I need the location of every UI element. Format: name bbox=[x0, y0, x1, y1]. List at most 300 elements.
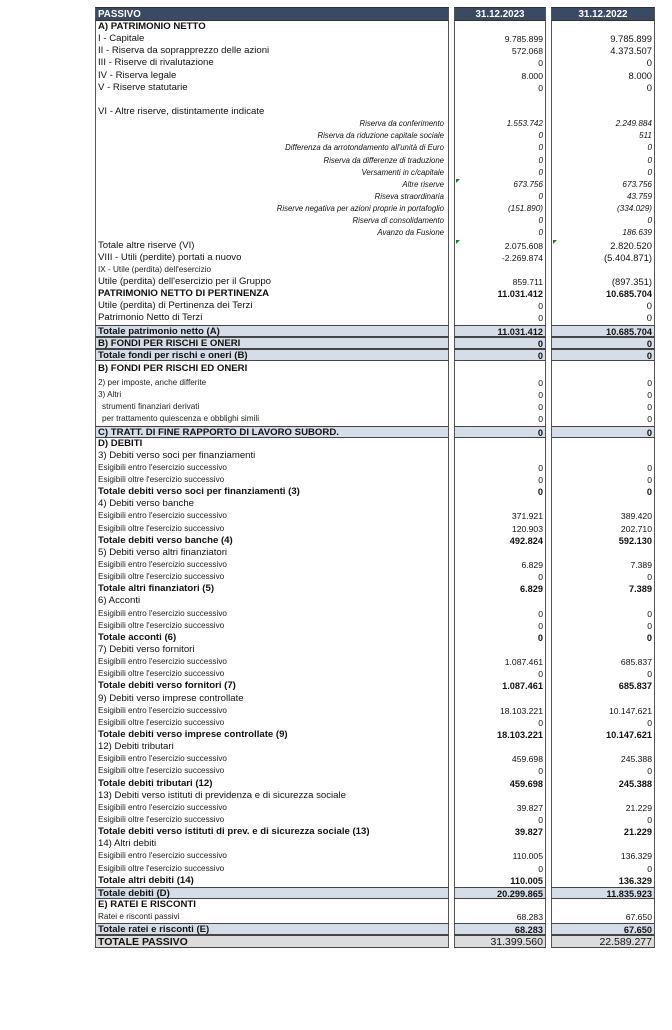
table-row bbox=[95, 191, 655, 203]
value-2023: 11.031.412 bbox=[454, 325, 546, 337]
value-2023: 673.756 bbox=[454, 179, 546, 191]
row-label: Totale altri finanziatori (5) bbox=[95, 583, 449, 595]
row-label: Esigibili entro l'esercizio successivo bbox=[95, 510, 449, 522]
table-row bbox=[95, 450, 655, 462]
row-label: Utile (perdita) dell'esercizio per il Gruppo bbox=[95, 276, 449, 288]
table-row bbox=[95, 167, 655, 179]
row-label: Altre riserve bbox=[95, 179, 449, 191]
row-label: 12) Debiti tributari bbox=[95, 741, 449, 753]
value-2022: 592.130 bbox=[551, 535, 655, 547]
value-2022: 67.650 bbox=[551, 923, 655, 935]
row-label: Esigibili oltre l'esercizio successivo bbox=[95, 474, 449, 486]
value-2023: 0 bbox=[454, 377, 546, 389]
table-row bbox=[95, 498, 655, 510]
value-2023: 0 bbox=[454, 401, 546, 413]
table-row bbox=[95, 644, 655, 656]
row-label: Esigibili entro l'esercizio successivo bbox=[95, 850, 449, 862]
row-label: 9) Debiti verso imprese controllate bbox=[95, 693, 449, 705]
value-2023: 0 bbox=[454, 668, 546, 680]
value-2023: (151.890) bbox=[454, 203, 546, 215]
value-2022: 0 bbox=[551, 155, 655, 167]
row-label: Esigibili oltre l'esercizio successivo bbox=[95, 523, 449, 535]
value-2022 bbox=[551, 21, 655, 33]
table-row bbox=[95, 70, 655, 82]
value-2023 bbox=[454, 361, 546, 377]
row-label: Esigibili entro l'esercizio successivo bbox=[95, 705, 449, 717]
row-label: Totale patrimonio netto (A) bbox=[95, 325, 449, 337]
table-row bbox=[95, 571, 655, 583]
row-label: Riserva da riduzione capitale sociale bbox=[95, 130, 449, 142]
row-label: 14) Altri debiti bbox=[95, 838, 449, 850]
value-2023: 1.087.461 bbox=[454, 656, 546, 668]
value-2022: 0 bbox=[551, 349, 655, 361]
value-2022: 0 bbox=[551, 142, 655, 154]
value-2022: 245.388 bbox=[551, 778, 655, 790]
balance-sheet-passivo bbox=[95, 7, 655, 948]
row-label: IX - Utile (perdita) dell'esercizio bbox=[95, 264, 449, 276]
value-2023 bbox=[454, 693, 546, 705]
table-row bbox=[95, 668, 655, 680]
value-2023 bbox=[454, 644, 546, 656]
header-col-2023: 31.12.2023 bbox=[454, 7, 546, 21]
value-2022: 10.147.621 bbox=[551, 705, 655, 717]
value-2023: 0 bbox=[454, 620, 546, 632]
table-row bbox=[95, 850, 655, 862]
row-label: A) PATRIMONIO NETTO bbox=[95, 21, 449, 33]
value-2022: 0 bbox=[551, 389, 655, 401]
value-2022: 10.147.621 bbox=[551, 729, 655, 741]
value-2022: 0 bbox=[551, 765, 655, 777]
value-2022: 0 bbox=[551, 377, 655, 389]
row-label: 3) Debiti verso soci per finanziamenti bbox=[95, 450, 449, 462]
value-2023: 492.824 bbox=[454, 535, 546, 547]
total-row bbox=[95, 349, 655, 361]
value-2022: 0 bbox=[551, 167, 655, 179]
table-row bbox=[95, 595, 655, 607]
table-row bbox=[95, 130, 655, 142]
table-row bbox=[95, 680, 655, 692]
table-row bbox=[95, 559, 655, 571]
value-2022: (5.404.871) bbox=[551, 252, 655, 264]
value-2022: 21.229 bbox=[551, 826, 655, 838]
table-row bbox=[95, 252, 655, 264]
table-row bbox=[95, 535, 655, 547]
value-2023 bbox=[454, 264, 546, 276]
row-label: B) FONDI PER RISCHI ED ONERI bbox=[95, 361, 449, 377]
value-2023: 0 bbox=[454, 142, 546, 154]
value-2023: 18.103.221 bbox=[454, 729, 546, 741]
section-row bbox=[95, 899, 655, 911]
row-label: 7) Debiti verso fornitori bbox=[95, 644, 449, 656]
row-label: strumenti finanziari derivati bbox=[95, 401, 449, 413]
value-2023: 0 bbox=[454, 312, 546, 324]
value-2022: 685.837 bbox=[551, 680, 655, 692]
table-row bbox=[95, 729, 655, 741]
header-row bbox=[95, 7, 655, 21]
value-2023: 0 bbox=[454, 608, 546, 620]
table-row bbox=[95, 717, 655, 729]
row-label: Esigibili entro l'esercizio successivo bbox=[95, 802, 449, 814]
value-2023: 0 bbox=[454, 57, 546, 69]
value-2022: 0 bbox=[551, 413, 655, 425]
value-2023: 2.075.608 bbox=[454, 240, 546, 252]
value-2022: 136.329 bbox=[551, 850, 655, 862]
value-2023: 68.283 bbox=[454, 911, 546, 923]
table-row bbox=[95, 45, 655, 57]
value-2022: 0 bbox=[551, 863, 655, 875]
value-2023 bbox=[454, 741, 546, 753]
value-2023: 11.031.412 bbox=[454, 288, 546, 300]
table-row bbox=[95, 608, 655, 620]
value-2022: 0 bbox=[551, 474, 655, 486]
value-2022 bbox=[551, 644, 655, 656]
row-label: B) FONDI PER RISCHI E ONERI bbox=[95, 337, 449, 349]
row-label bbox=[95, 94, 449, 106]
value-2023: 0 bbox=[454, 571, 546, 583]
value-2022: (334.029) bbox=[551, 203, 655, 215]
value-2023: 0 bbox=[454, 632, 546, 644]
row-label: Riseva straordinaria bbox=[95, 191, 449, 203]
row-label: D) DEBITI bbox=[95, 438, 449, 450]
row-label: Ratei e risconti passivi bbox=[95, 911, 449, 923]
row-label: VI - Altre riserve, distintamente indicate bbox=[95, 106, 449, 118]
row-label: Totale altre riserve (VI) bbox=[95, 240, 449, 252]
value-2023: 859.711 bbox=[454, 276, 546, 288]
value-2022: 7.389 bbox=[551, 559, 655, 571]
table-row bbox=[95, 57, 655, 69]
value-2023: 0 bbox=[454, 167, 546, 179]
row-label: Patrimonio Netto di Terzi bbox=[95, 312, 449, 324]
row-label: 3) Altri bbox=[95, 389, 449, 401]
value-2022: 0 bbox=[551, 571, 655, 583]
table-row bbox=[95, 203, 655, 215]
table-row bbox=[95, 240, 655, 252]
value-2022: 685.837 bbox=[551, 656, 655, 668]
row-label: Totale debiti verso istituti di prev. e di sicurezza sociale (13) bbox=[95, 826, 449, 838]
row-label: Versamenti in c/capitale bbox=[95, 167, 449, 179]
value-2023 bbox=[454, 438, 546, 450]
value-2023 bbox=[454, 450, 546, 462]
value-2023 bbox=[454, 838, 546, 850]
row-label: Totale debiti verso imprese controllate (9) bbox=[95, 729, 449, 741]
row-label: V - Riserve statutarie bbox=[95, 82, 449, 94]
value-2023: 0 bbox=[454, 426, 546, 438]
value-2022 bbox=[551, 838, 655, 850]
value-2023 bbox=[454, 106, 546, 118]
table-row bbox=[95, 179, 655, 191]
row-label: Totale debiti verso banche (4) bbox=[95, 535, 449, 547]
value-2022: 0 bbox=[551, 300, 655, 312]
row-label: Riserve negativa per azioni proprie in portafoglio bbox=[95, 203, 449, 215]
value-2023: 0 bbox=[454, 765, 546, 777]
table-row bbox=[95, 82, 655, 94]
value-2023: 0 bbox=[454, 349, 546, 361]
value-2023: 371.921 bbox=[454, 510, 546, 522]
value-2022: 0 bbox=[551, 632, 655, 644]
value-2023: 459.698 bbox=[454, 753, 546, 765]
value-2023: 0 bbox=[454, 474, 546, 486]
row-label: Esigibili oltre l'esercizio successivo bbox=[95, 863, 449, 875]
table-row bbox=[95, 802, 655, 814]
value-2022 bbox=[551, 361, 655, 377]
value-2022: 0 bbox=[551, 57, 655, 69]
row-label: Differenza da arrotondamento all'unità di Euro bbox=[95, 142, 449, 154]
header-col-2022: 31.12.2022 bbox=[551, 7, 655, 21]
table-row bbox=[95, 413, 655, 425]
row-label: 6) Acconti bbox=[95, 595, 449, 607]
value-2023: 18.103.221 bbox=[454, 705, 546, 717]
value-2022: 0 bbox=[551, 312, 655, 324]
row-label: Totale debiti (D) bbox=[95, 887, 449, 899]
value-2022: 11.835.923 bbox=[551, 887, 655, 899]
value-2022: 0 bbox=[551, 82, 655, 94]
value-2023: 120.903 bbox=[454, 523, 546, 535]
value-2023: 0 bbox=[454, 413, 546, 425]
table-row bbox=[95, 790, 655, 802]
value-2023: 8.000 bbox=[454, 70, 546, 82]
value-2022: 389.420 bbox=[551, 510, 655, 522]
value-2022 bbox=[551, 899, 655, 911]
row-label: TOTALE PASSIVO bbox=[95, 935, 449, 947]
row-label: Esigibili entro l'esercizio successivo bbox=[95, 656, 449, 668]
value-2022: 511 bbox=[551, 130, 655, 142]
table-row bbox=[95, 632, 655, 644]
value-2022: 10.685.704 bbox=[551, 288, 655, 300]
table-row bbox=[95, 510, 655, 522]
table-row bbox=[95, 106, 655, 118]
table-row bbox=[95, 312, 655, 324]
value-2022: 0 bbox=[551, 620, 655, 632]
row-label: 4) Debiti verso banche bbox=[95, 498, 449, 510]
row-label: VIII - Utili (perdite) portati a nuovo bbox=[95, 252, 449, 264]
row-label: Totale debiti verso fornitori (7) bbox=[95, 680, 449, 692]
value-2022: 21.229 bbox=[551, 802, 655, 814]
value-2022: 0 bbox=[551, 401, 655, 413]
value-2022: 186.639 bbox=[551, 227, 655, 239]
value-2022: 673.756 bbox=[551, 179, 655, 191]
row-label: Riserva da differenze di traduzione bbox=[95, 155, 449, 167]
value-2023: 0 bbox=[454, 191, 546, 203]
value-2023 bbox=[454, 547, 546, 559]
value-2023: 110.005 bbox=[454, 850, 546, 862]
row-label: II - Riserva da soprapprezzo delle azioni bbox=[95, 45, 449, 57]
table-row bbox=[95, 765, 655, 777]
value-2022 bbox=[551, 450, 655, 462]
value-2023: 0 bbox=[454, 717, 546, 729]
table-row bbox=[95, 693, 655, 705]
table-row bbox=[95, 911, 655, 923]
table-row bbox=[95, 523, 655, 535]
value-2023: 572.068 bbox=[454, 45, 546, 57]
value-2023: 459.698 bbox=[454, 778, 546, 790]
table-row bbox=[95, 227, 655, 239]
value-2023: 0 bbox=[454, 486, 546, 498]
value-2022 bbox=[551, 547, 655, 559]
table-row bbox=[95, 389, 655, 401]
value-2022 bbox=[551, 106, 655, 118]
section-row bbox=[95, 21, 655, 33]
row-label: Esigibili oltre l'esercizio successivo bbox=[95, 571, 449, 583]
table-row bbox=[95, 474, 655, 486]
row-label: Esigibili entro l'esercizio successivo bbox=[95, 753, 449, 765]
value-2023: 0 bbox=[454, 337, 546, 349]
row-label: I - Capitale bbox=[95, 33, 449, 45]
row-label: Esigibili oltre l'esercizio successivo bbox=[95, 620, 449, 632]
table-row bbox=[95, 620, 655, 632]
value-2023 bbox=[454, 899, 546, 911]
value-2022: 8.000 bbox=[551, 70, 655, 82]
table-row bbox=[95, 583, 655, 595]
row-label: Riserva di consolidamento bbox=[95, 215, 449, 227]
value-2022: 245.388 bbox=[551, 753, 655, 765]
value-2022 bbox=[551, 438, 655, 450]
value-2023 bbox=[454, 21, 546, 33]
table-row bbox=[95, 826, 655, 838]
table-row bbox=[95, 33, 655, 45]
total-row bbox=[95, 426, 655, 438]
value-2023: 0 bbox=[454, 155, 546, 167]
value-2023: 0 bbox=[454, 389, 546, 401]
row-label: Esigibili entro l'esercizio successivo bbox=[95, 559, 449, 571]
table-row bbox=[95, 486, 655, 498]
value-2022: 0 bbox=[551, 215, 655, 227]
table-row bbox=[95, 753, 655, 765]
table-row bbox=[95, 875, 655, 887]
value-2022: 0 bbox=[551, 462, 655, 474]
row-label: Esigibili entro l'esercizio successivo bbox=[95, 462, 449, 474]
row-label: Esigibili oltre l'esercizio successivo bbox=[95, 814, 449, 826]
value-2022: 0 bbox=[551, 668, 655, 680]
value-2022: (897.351) bbox=[551, 276, 655, 288]
table-row bbox=[95, 814, 655, 826]
value-2023: 39.827 bbox=[454, 802, 546, 814]
value-2023: 6.829 bbox=[454, 583, 546, 595]
table-row bbox=[95, 401, 655, 413]
row-label: IV - Riserva legale bbox=[95, 70, 449, 82]
value-2022: 2.820.520 bbox=[551, 240, 655, 252]
value-2023: 68.283 bbox=[454, 923, 546, 935]
value-2022: 9.785.899 bbox=[551, 33, 655, 45]
total-row bbox=[95, 325, 655, 337]
value-2022: 2.249.884 bbox=[551, 118, 655, 130]
table-row bbox=[95, 118, 655, 130]
value-2022: 0 bbox=[551, 337, 655, 349]
value-2022: 43.759 bbox=[551, 191, 655, 203]
table-row bbox=[95, 656, 655, 668]
value-2022: 4.373.507 bbox=[551, 45, 655, 57]
value-2022: 0 bbox=[551, 717, 655, 729]
row-label: Esigibili oltre l'esercizio successivo bbox=[95, 668, 449, 680]
value-2023: 110.005 bbox=[454, 875, 546, 887]
table-row bbox=[95, 264, 655, 276]
section-row bbox=[95, 361, 655, 377]
row-label: Esigibili oltre l'esercizio successivo bbox=[95, 765, 449, 777]
value-2022 bbox=[551, 264, 655, 276]
row-label: Totale fondi per rischi e oneri (B) bbox=[95, 349, 449, 361]
value-2022: 7.389 bbox=[551, 583, 655, 595]
row-label: III - Riserve di rivalutazione bbox=[95, 57, 449, 69]
total-row bbox=[95, 337, 655, 349]
value-2022 bbox=[551, 790, 655, 802]
header-title: PASSIVO bbox=[95, 7, 449, 21]
table-row bbox=[95, 863, 655, 875]
row-label: Totale debiti verso soci per finanziamenti (3) bbox=[95, 486, 449, 498]
value-2022 bbox=[551, 498, 655, 510]
table-row bbox=[95, 94, 655, 106]
value-2023 bbox=[454, 595, 546, 607]
value-2023: 6.829 bbox=[454, 559, 546, 571]
table-row bbox=[95, 155, 655, 167]
row-label: Esigibili entro l'esercizio successivo bbox=[95, 608, 449, 620]
value-2023: 1.087.461 bbox=[454, 680, 546, 692]
row-label: 13) Debiti verso istituti di previdenza e di sicurezza sociale bbox=[95, 790, 449, 802]
value-2022: 202.710 bbox=[551, 523, 655, 535]
value-2023: 0 bbox=[454, 130, 546, 142]
table-row bbox=[95, 741, 655, 753]
row-label: Totale altri debiti (14) bbox=[95, 875, 449, 887]
section-row bbox=[95, 438, 655, 450]
table-row bbox=[95, 838, 655, 850]
value-2022: 10.685.704 bbox=[551, 325, 655, 337]
value-2023 bbox=[454, 94, 546, 106]
table-row bbox=[95, 288, 655, 300]
total-row bbox=[95, 923, 655, 935]
value-2022: 0 bbox=[551, 426, 655, 438]
table-row bbox=[95, 377, 655, 389]
table-body bbox=[95, 21, 655, 948]
value-2023 bbox=[454, 790, 546, 802]
value-2022: 136.329 bbox=[551, 875, 655, 887]
table-row bbox=[95, 778, 655, 790]
table-row bbox=[95, 462, 655, 474]
value-2023: 0 bbox=[454, 82, 546, 94]
row-label: 5) Debiti verso altri finanziatori bbox=[95, 547, 449, 559]
value-2023: 0 bbox=[454, 227, 546, 239]
table-row bbox=[95, 276, 655, 288]
value-2023: 1.553.742 bbox=[454, 118, 546, 130]
value-2023: 0 bbox=[454, 814, 546, 826]
value-2023: 9.785.899 bbox=[454, 33, 546, 45]
value-2022: 67.650 bbox=[551, 911, 655, 923]
value-2022: 0 bbox=[551, 608, 655, 620]
row-label: PATRIMONIO NETTO DI PERTINENZA bbox=[95, 288, 449, 300]
row-label: E) RATEI E RISCONTI bbox=[95, 899, 449, 911]
total-row bbox=[95, 935, 655, 947]
row-label: per trattamento quiescenza e obblighi simili bbox=[95, 413, 449, 425]
value-2023: 0 bbox=[454, 300, 546, 312]
row-label: Totale ratei e risconti (E) bbox=[95, 923, 449, 935]
value-2022 bbox=[551, 595, 655, 607]
value-2022 bbox=[551, 94, 655, 106]
value-2023: 31.399.560 bbox=[454, 935, 546, 947]
total-row bbox=[95, 887, 655, 899]
value-2023: 0 bbox=[454, 215, 546, 227]
value-2023 bbox=[454, 498, 546, 510]
table-row bbox=[95, 300, 655, 312]
table-row bbox=[95, 705, 655, 717]
value-2022: 0 bbox=[551, 814, 655, 826]
row-label: 2) per imposte, anche differite bbox=[95, 377, 449, 389]
value-2022: 0 bbox=[551, 486, 655, 498]
row-label: Riserva da conferimento bbox=[95, 118, 449, 130]
value-2023: 0 bbox=[454, 462, 546, 474]
value-2023: 39.827 bbox=[454, 826, 546, 838]
row-label: Avanzo da Fusione bbox=[95, 227, 449, 239]
table-row bbox=[95, 547, 655, 559]
row-label: Utile (perdita) di Pertinenza dei Terzi bbox=[95, 300, 449, 312]
value-2023: -2.269.874 bbox=[454, 252, 546, 264]
row-label: Esigibili oltre l'esercizio successivo bbox=[95, 717, 449, 729]
